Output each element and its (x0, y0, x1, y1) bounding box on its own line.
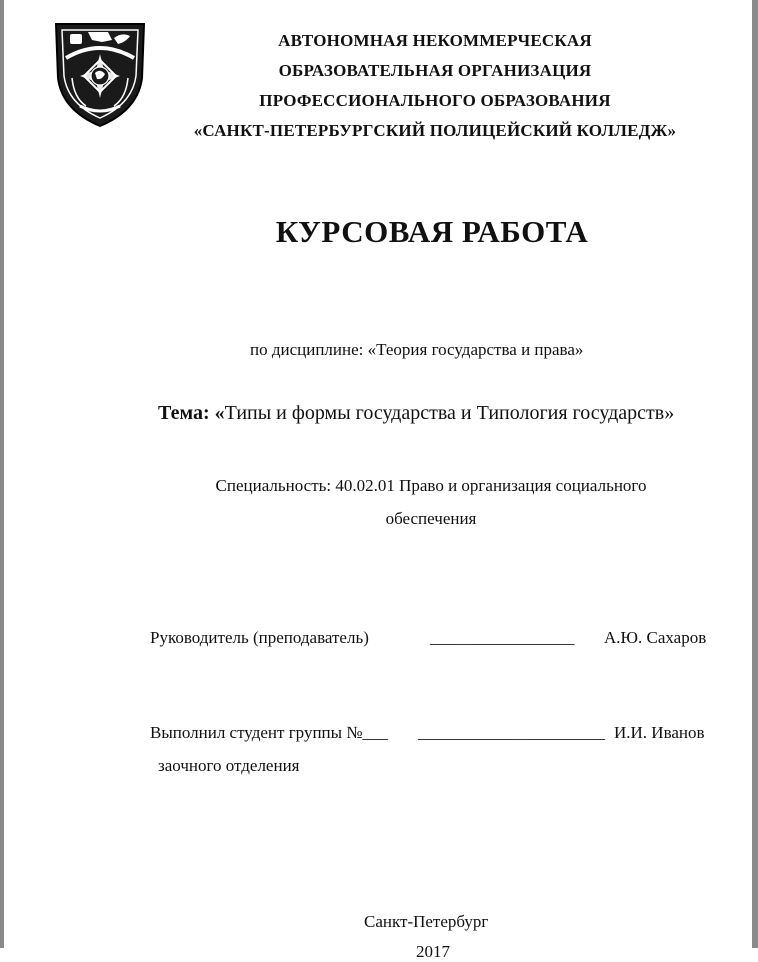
document-title: КУРСОВАЯ РАБОТА (275, 214, 589, 249)
organization-header (170, 26, 700, 146)
specialty-line-2: обеспечения (385, 509, 477, 528)
page-edge-left (0, 0, 4, 948)
header-line-4: «САНКТ-ПЕТЕРБУРГСКИЙ ПОЛИЦЕЙСКИЙ КОЛЛЕДЖ» (193, 121, 677, 140)
discipline-line: по дисциплине: «Теория государства и права» (250, 340, 584, 359)
student-department: заочного отделения (158, 756, 300, 775)
student-name: И.И. Иванов (614, 723, 705, 742)
specialty-block (196, 469, 666, 535)
topic-text: Типы и формы государства и Типология государств» (224, 402, 675, 424)
topic-label: Тема: « (158, 402, 225, 424)
specialty-line-1: Специальность: 40.02.01 Право и организация социального (215, 476, 647, 495)
city: Санкт-Петербург (364, 912, 489, 931)
header-line-2: ОБРАЗОВАТЕЛЬНАЯ ОРГАНИЗАЦИЯ (278, 61, 592, 80)
header-line-3: ПРОФЕССИОНАЛЬНОГО ОБРАЗОВАНИЯ (259, 91, 611, 110)
supervisor-signature-blank: _________________ (430, 628, 575, 647)
student-signature-blank: ______________________ (418, 723, 605, 742)
topic-line (158, 402, 674, 425)
supervisor-label: Руководитель (преподаватель) (150, 628, 369, 647)
college-crest-icon (52, 18, 148, 130)
header-line-1: АВТОНОМНАЯ НЕКОММЕРЧЕСКАЯ (278, 31, 592, 50)
year: 2017 (416, 942, 450, 961)
supervisor-name: А.Ю. Сахаров (604, 628, 707, 647)
page-edge-right (752, 0, 758, 948)
student-label: Выполнил студент группы №___ (150, 723, 389, 742)
